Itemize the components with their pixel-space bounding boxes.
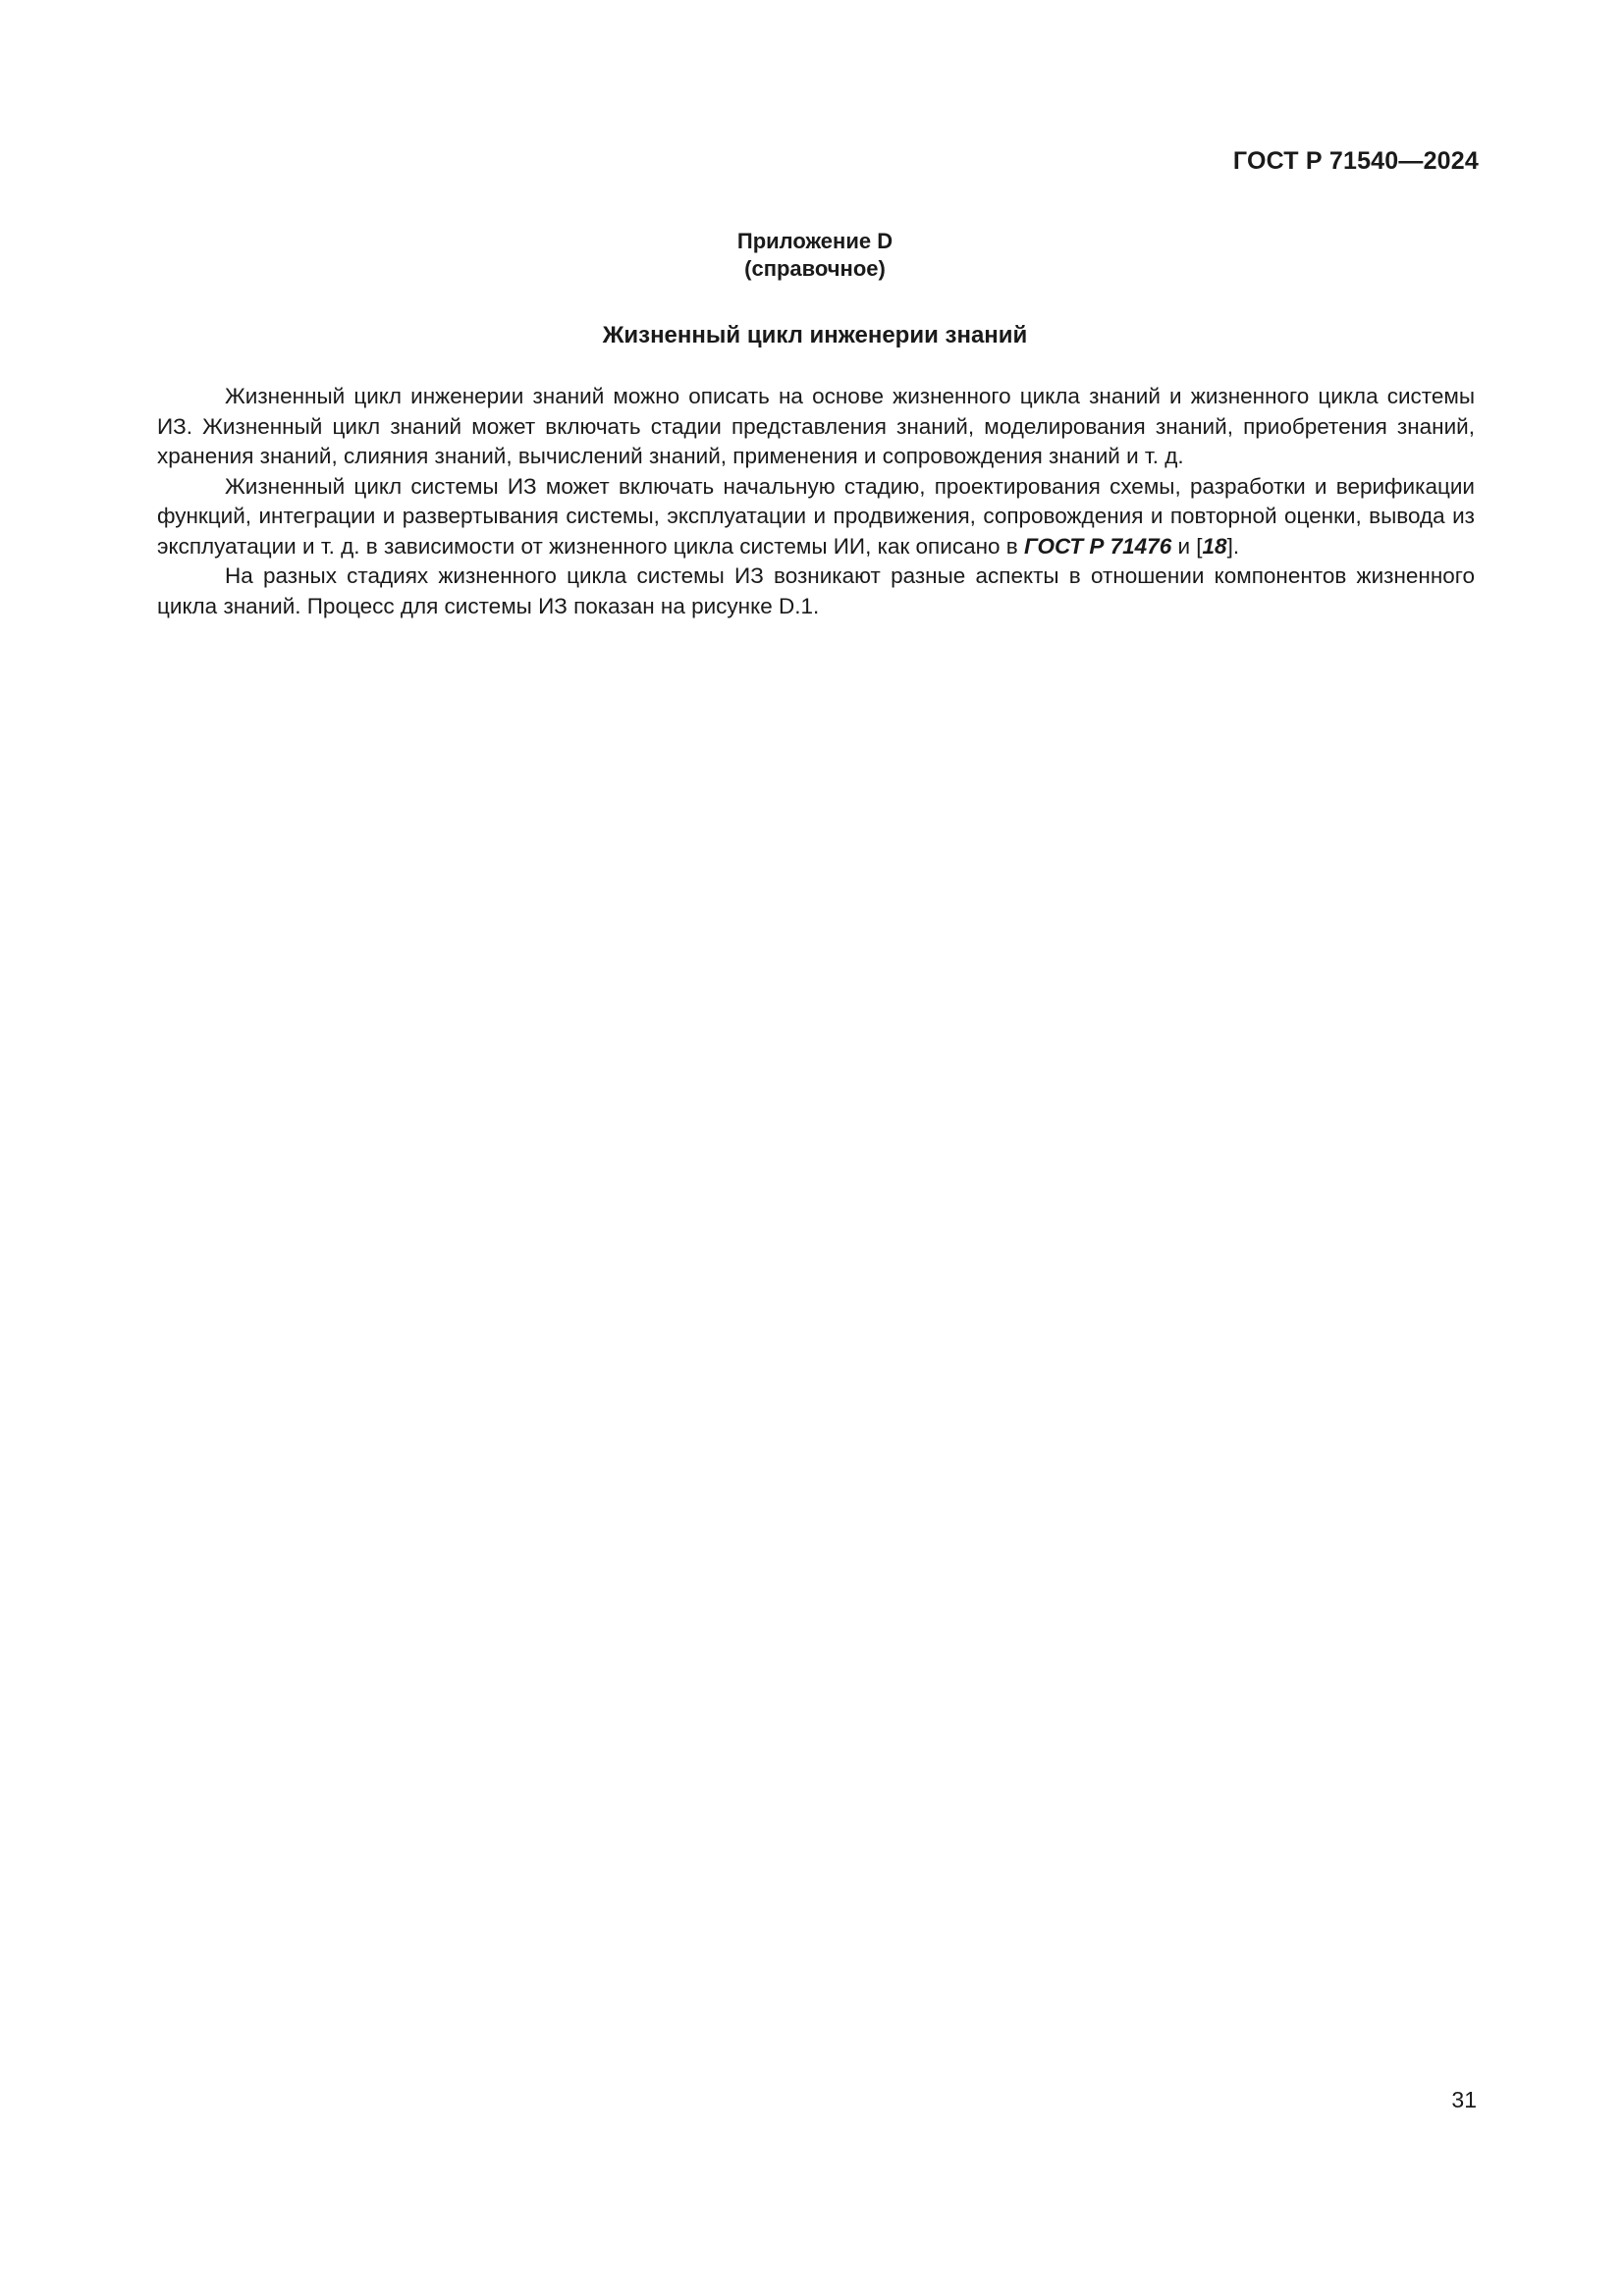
- body-text: [157, 382, 1475, 621]
- page-number: 31: [1451, 2087, 1477, 2112]
- document-code: ГОСТ Р 71540—2024: [1232, 147, 1479, 175]
- bibliography-reference[interactable]: 18: [1202, 533, 1227, 559]
- section-title: Жизненный цикл инженерии знаний: [602, 322, 1028, 348]
- paragraph-1: Жизненный цикл инженерии знаний можно описать на основе жизненного цикла знаний и жизненного цикла системы ИЗ. Жизненный цикл знаний может включать стадии представления знаний, моделирования знаний, приобретения знаний, хранения знаний, слияния знаний, вычислений знаний, применения и сопровождения знаний и т. д.: [157, 384, 1475, 468]
- annex-heading: [157, 228, 1473, 283]
- paragraph-3: На разных стадиях жизненного цикла системы ИЗ возникают разные аспекты в отношении компонентов жизненного цикла знаний. Процесс для системы ИЗ показан на рисунке D.1.: [157, 563, 1475, 618]
- standard-reference[interactable]: ГОСТ Р 71476: [1023, 533, 1172, 559]
- paragraph-2-text: Жизненный цикл системы ИЗ может включать начальную стадию, проектирования схемы, разработки и верификации функций, интеграции и развертывания системы, эксплуатации и продвижения, сопровождения и повторной оценки, вывода из эксплуатации и т. д. в зависимости от жизненного цикла системы ИИ, как описано в: [157, 473, 1475, 559]
- paragraph-2-mid: и [: [1171, 533, 1203, 559]
- paragraph-2: [157, 472, 1475, 562]
- annex-status: (справочное): [744, 256, 886, 281]
- paragraph-2-end: ].: [1226, 533, 1240, 559]
- annex-title: Приложение D: [736, 229, 893, 253]
